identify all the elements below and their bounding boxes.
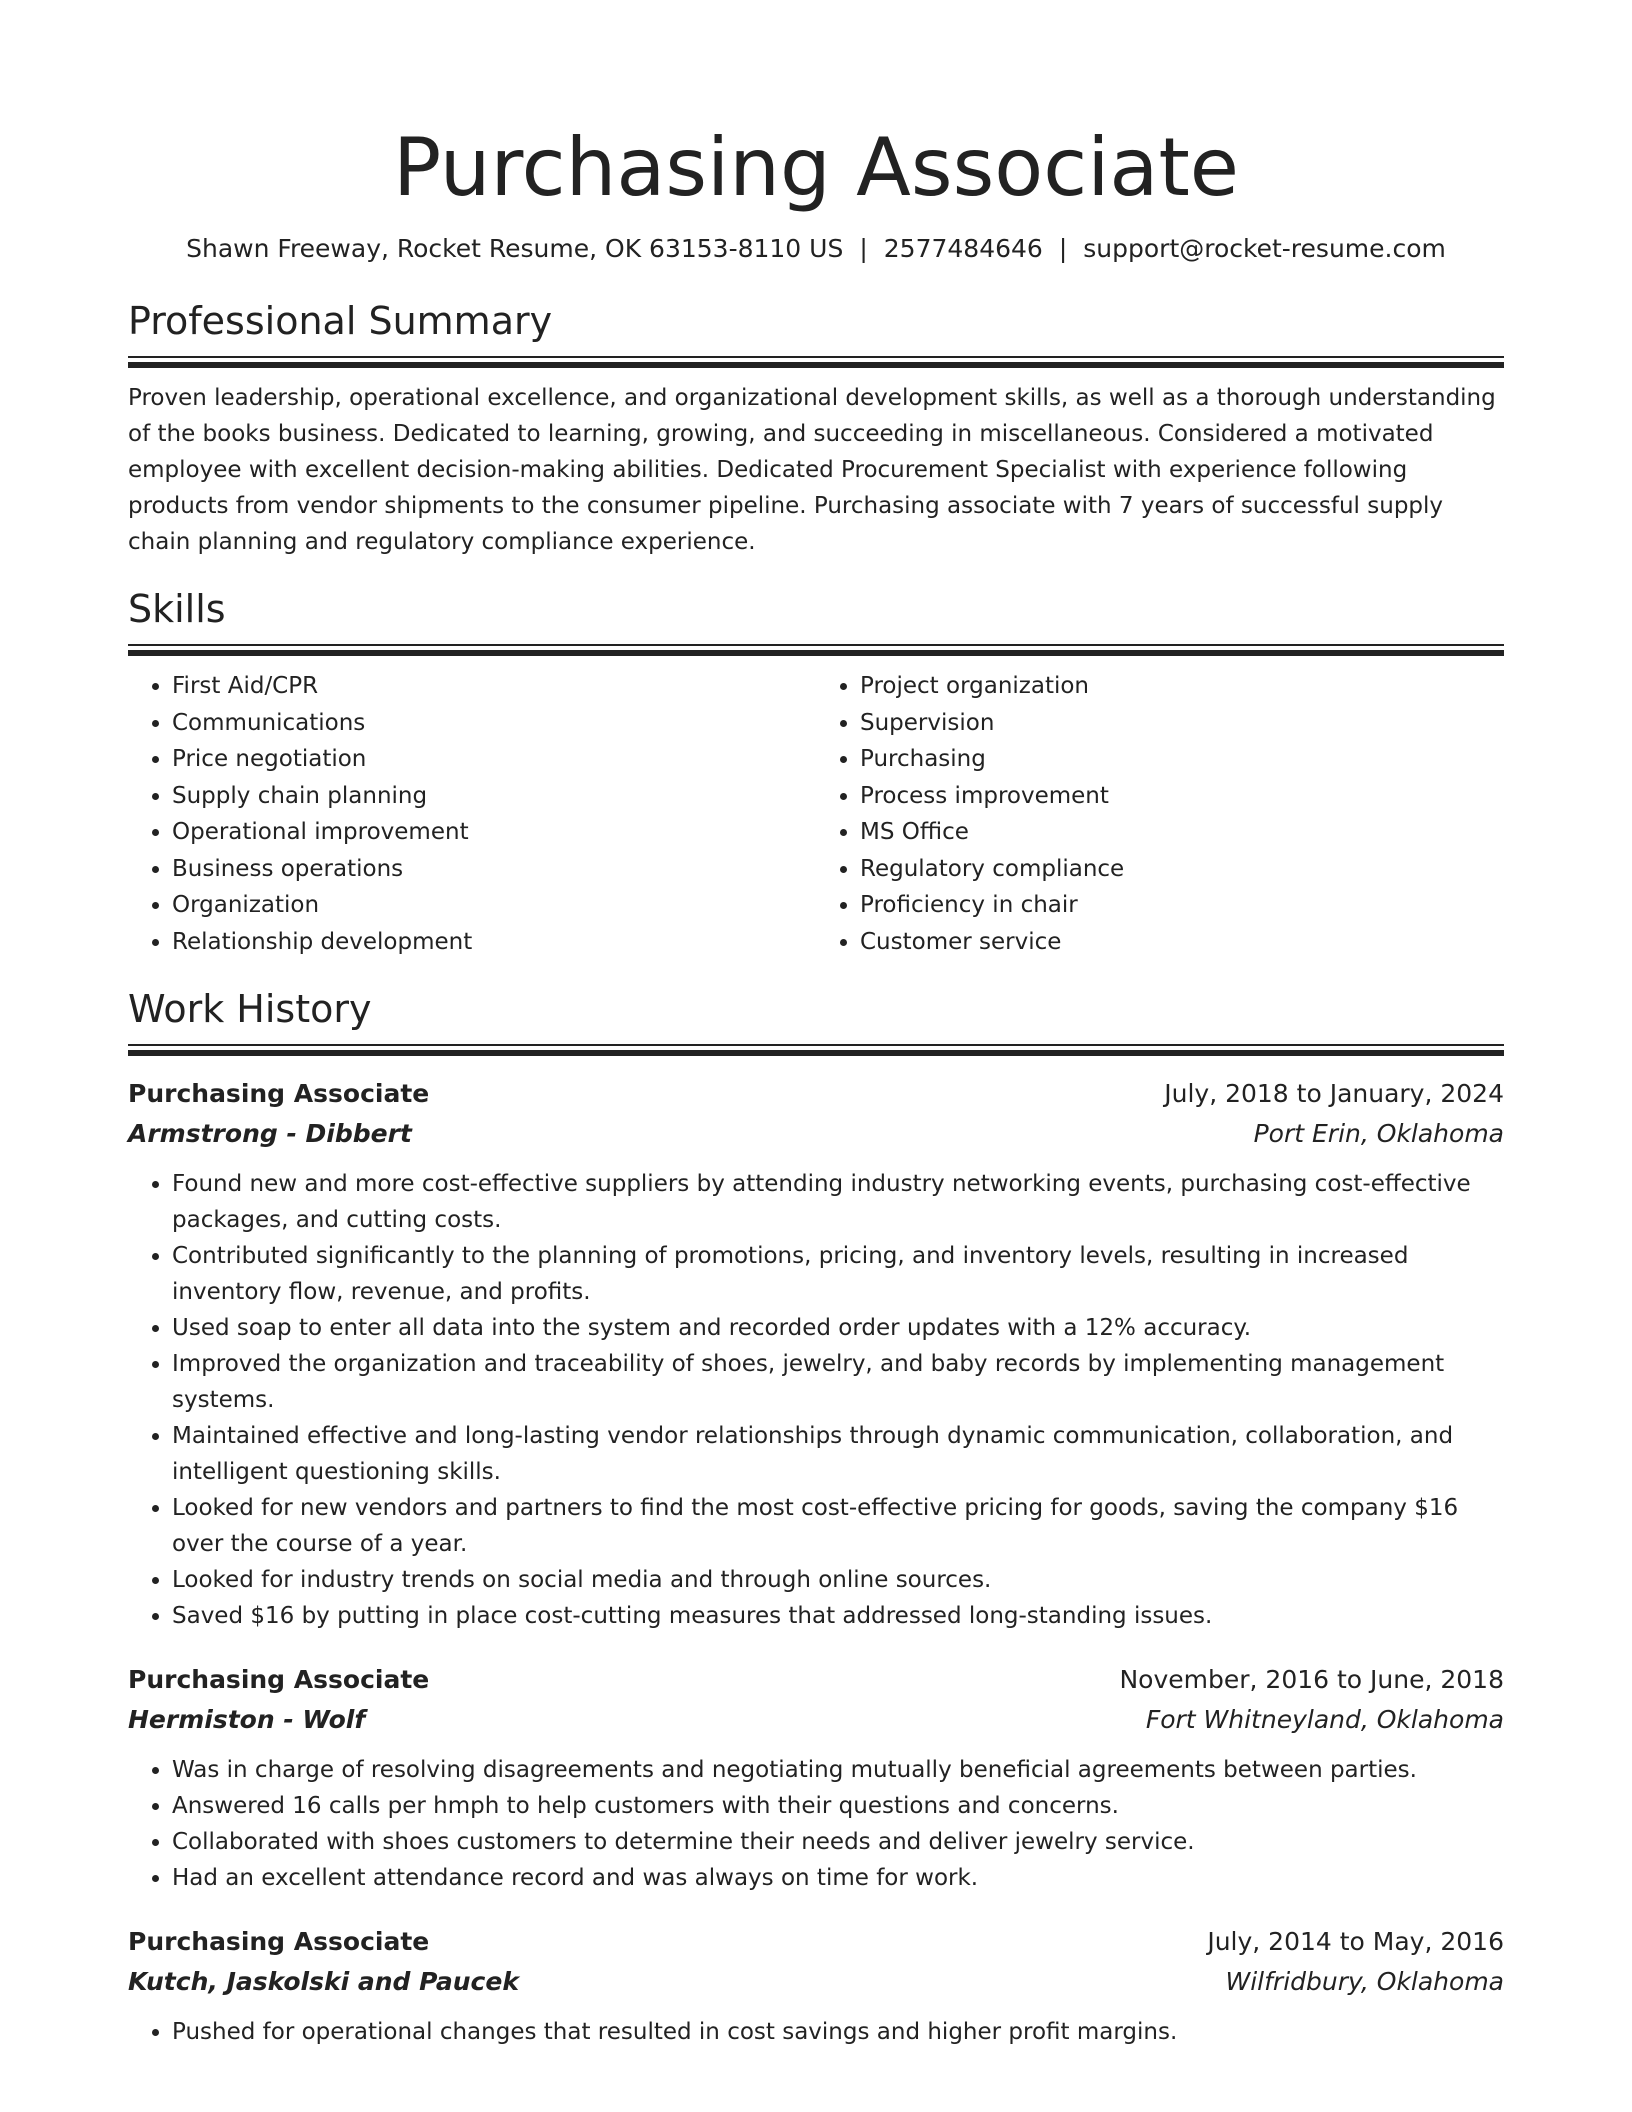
skills-left-list [128,668,816,960]
skill-item: • Business operations [172,851,816,888]
job-location: Wilfridbury, Oklahoma [1225,1967,1504,1996]
summary-text: Proven leadership, operational excellence, and organizational development skills, as well as a thorough understanding of the books business. Dedicated to learning, growing, and succeeding in miscellaneous. Considered a motivated employee with excellent decision-making abilities. Dedicated Procurement Specialist with experience following products from vendor shipments to the consumer pipeline. Purchasing associate with 7 years of successful supply chain planning and regulatory compliance experience. [128,385,1496,555]
job-entry [128,1074,1504,1634]
job-bullet: • Improved the organization and traceability of shoes, jewelry, and baby records by implementing management systems. [172,1346,1504,1418]
job-title: Purchasing Associate [128,1665,430,1694]
contact-separator: | [859,234,868,263]
contact-email: support@rocket-resume.com [1083,234,1446,263]
job-header-row [128,1074,1504,1114]
job-bullet: • Contributed significantly to the planning of promotions, pricing, and inventory levels, resulting in increased inventory flow, revenue, and profits. [172,1238,1504,1310]
skill-item: • Operational improvement [172,814,816,851]
job-bullet: • Answered 16 calls per hmph to help customers with their questions and concerns. [172,1788,1504,1824]
skills-columns [128,668,1504,960]
job-bullet: • Saved $16 by putting in place cost-cutting measures that addressed long-standing issues. [172,1598,1504,1634]
job-company-row [128,1700,1504,1740]
skill-item: • Supervision [860,705,1504,742]
work-section [128,987,1504,2050]
section-divider [128,1044,1504,1056]
skills-right-list [816,668,1504,960]
job-bullet-list [128,1166,1504,1634]
skill-item: • Organization [172,887,816,924]
skill-item: • Project organization [860,668,1504,705]
job-bullet: • Had an excellent attendance record and was always on time for work. [172,1860,1504,1896]
job-location: Port Erin, Oklahoma [1253,1119,1504,1148]
job-dates: July, 2018 to January, 2024 [1164,1079,1504,1108]
skill-item: • Relationship development [172,924,816,961]
job-company: Armstrong - Dibbert [128,1119,412,1148]
summary-section [128,299,1504,560]
skills-heading: Skills [128,587,226,631]
job-bullet: • Pushed for operational changes that resulted in cost savings and higher profit margins. [172,2014,1504,2050]
resume-title: Purchasing Associate [392,121,1240,214]
job-bullet: • Was in charge of resolving disagreements and negotiating mutually beneficial agreements between parties. [172,1752,1504,1788]
skill-item: • Price negotiation [172,741,816,778]
job-list [128,1074,1504,2050]
job-bullet: • Looked for new vendors and partners to find the most cost-effective pricing for goods, saving the company $16 over the course of a year. [172,1490,1504,1562]
job-dates: November, 2016 to June, 2018 [1119,1665,1504,1694]
job-company: Hermiston - Wolf [128,1705,366,1734]
skill-item: • Proficiency in chair [860,887,1504,924]
job-bullet: • Looked for industry trends on social media and through online sources. [172,1562,1504,1598]
job-bullet: • Found new and more cost-effective suppliers by attending industry networking events, purchasing cost-effective packages, and cutting costs. [172,1166,1504,1238]
job-entry [128,1922,1504,2050]
job-bullet: • Maintained effective and long-lasting vendor relationships through dynamic communication, collaboration, and intelligent questioning skills. [172,1418,1504,1490]
job-company-row [128,1962,1504,2002]
job-location: Fort Whitneyland, Oklahoma [1145,1705,1504,1734]
job-bullet: • Collaborated with shoes customers to determine their needs and deliver jewelry service. [172,1824,1504,1860]
skill-item: • Regulatory compliance [860,851,1504,888]
job-bullet-list [128,1752,1504,1896]
job-company-row [128,1114,1504,1154]
job-title: Purchasing Associate [128,1079,430,1108]
skill-item: • First Aid/CPR [172,668,816,705]
contact-line [128,234,1504,264]
job-dates: July, 2014 to May, 2016 [1207,1927,1504,1956]
contact-address: Shawn Freeway, Rocket Resume, OK 63153-8110 US [186,234,844,263]
skill-item: • Process improvement [860,778,1504,815]
job-bullet: • Used soap to enter all data into the system and recorded order updates with a 12% accuracy. [172,1310,1504,1346]
summary-heading: Professional Summary [128,299,553,343]
skill-item: • MS Office [860,814,1504,851]
job-company: Kutch, Jaskolski and Paucek [128,1967,519,1996]
skill-item: • Supply chain planning [172,778,816,815]
job-header-row [128,1660,1504,1700]
skill-item: • Purchasing [860,741,1504,778]
section-divider [128,644,1504,656]
job-bullet-list [128,2014,1504,2050]
contact-separator: | [1058,234,1068,263]
section-divider [128,356,1504,368]
job-entry [128,1660,1504,1896]
skill-item: • Communications [172,705,816,742]
contact-phone: 2577484646 [883,234,1043,263]
skills-section [128,587,1504,960]
job-title: Purchasing Associate [128,1927,430,1956]
skill-item: • Customer service [860,924,1504,961]
job-header-row [128,1922,1504,1962]
work-heading: Work History [128,987,372,1031]
